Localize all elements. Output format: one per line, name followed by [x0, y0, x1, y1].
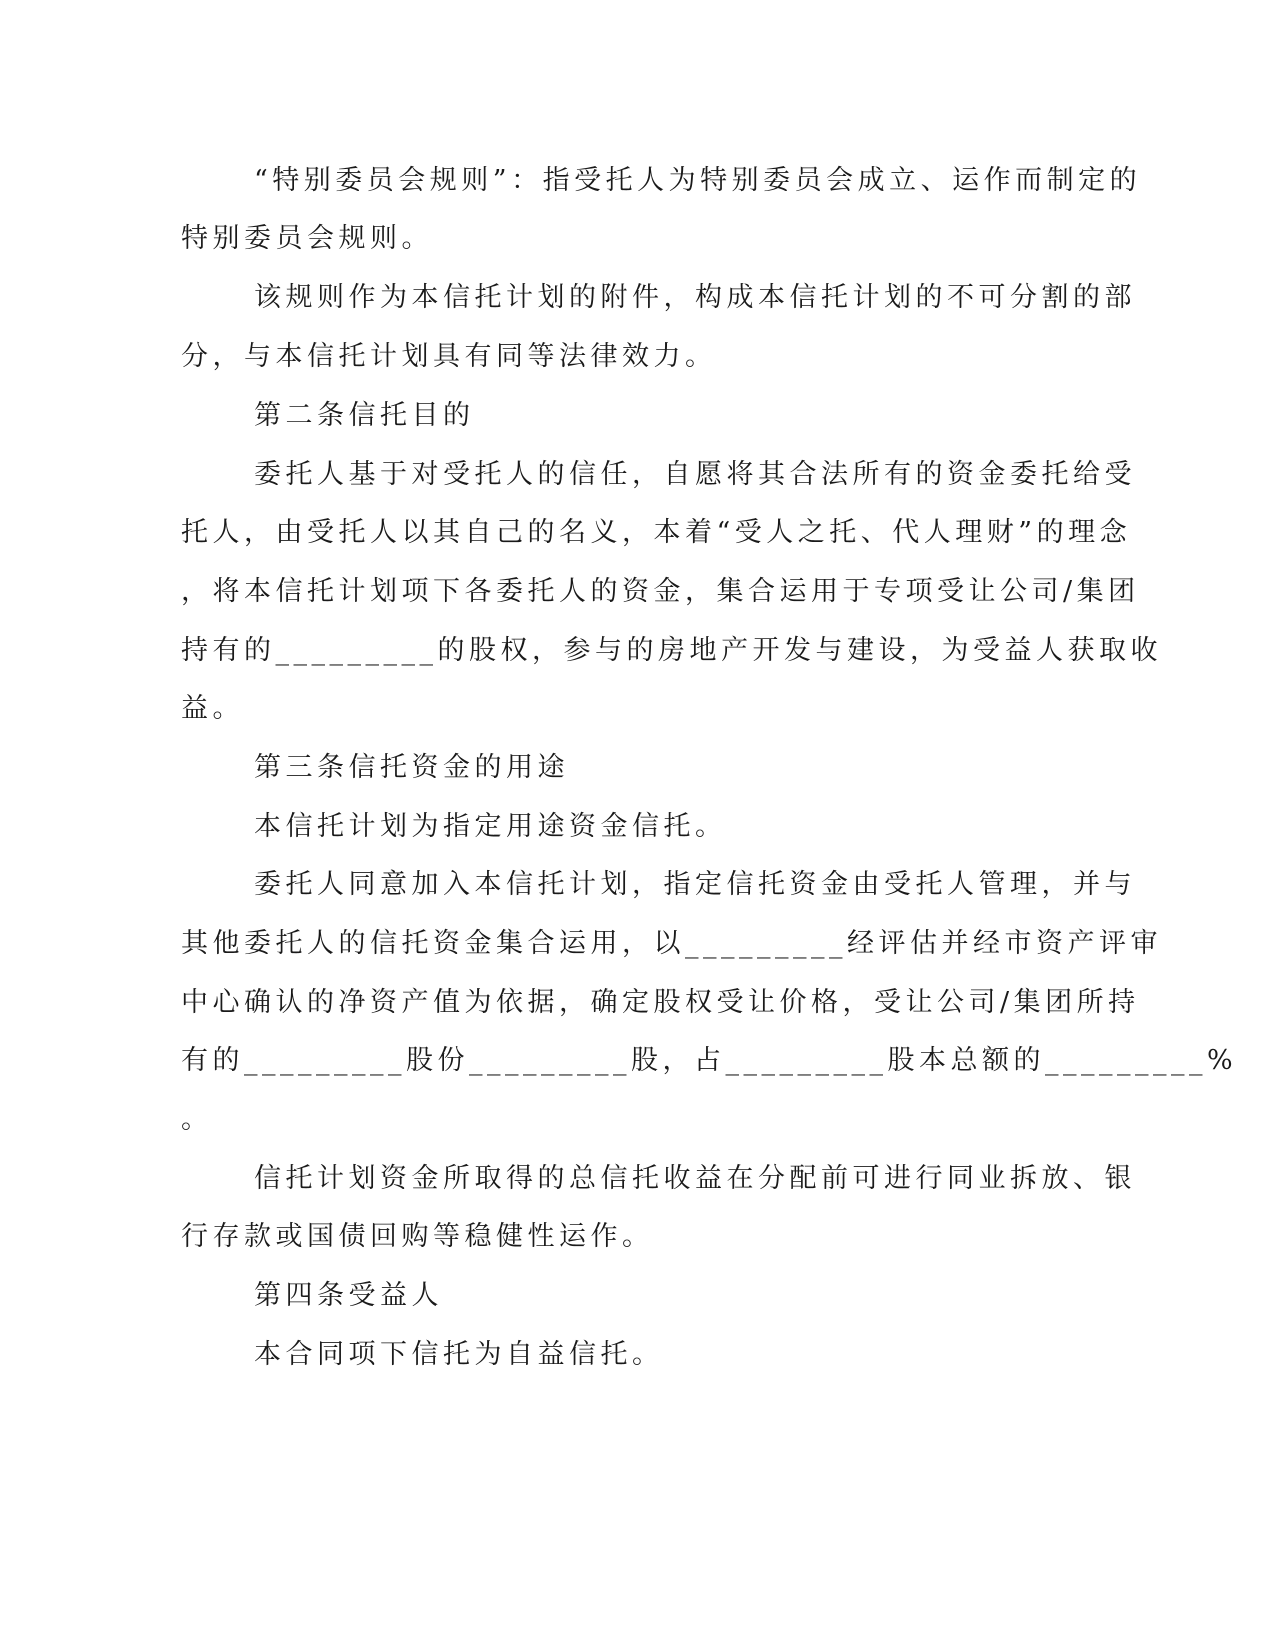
paragraph-line: 本合同项下信托为自益信托。 [254, 1339, 664, 1370]
paragraph-line: 行存款或国债回购等稳健性运作。 [181, 1221, 654, 1252]
paragraph-line: 持有的_________的股权，参与的房地产开发与建设，为受益人获取收 [181, 635, 1162, 666]
paragraph-line: 委托人同意加入本信托计划，指定信托资金由受托人管理，并与 [254, 869, 1136, 900]
paragraph-line: 本信托计划为指定用途资金信托。 [254, 811, 727, 842]
paragraph-line: 特别委员会规则。 [181, 223, 433, 254]
paragraph-line: 益。 [181, 693, 244, 724]
section-heading: 第三条信托资金的用途 [254, 752, 569, 783]
paragraph-line: 。 [181, 1104, 213, 1135]
paragraph-line: “特别委员会规则”：指受托人为特别委员会成立、运作而制定的 [254, 165, 1142, 196]
paragraph-line: 有的_________股份_________股，占_________股本总额的_________% [181, 1045, 1238, 1076]
paragraph-line: ，将本信托计划项下各委托人的资金，集合运用于专项受让公司/集团 [181, 576, 1140, 607]
paragraph-line: 其他委托人的信托资金集合运用，以_________经评估并经市资产评审 [181, 928, 1162, 959]
paragraph-line: 分，与本信托计划具有同等法律效力。 [181, 341, 717, 372]
paragraph-line: 委托人基于对受托人的信任，自愿将其合法所有的资金委托给受 [254, 459, 1136, 490]
section-heading: 第四条受益人 [254, 1280, 443, 1311]
paragraph-line: 信托计划资金所取得的总信托收益在分配前可进行同业拆放、银 [254, 1163, 1136, 1194]
section-heading: 第二条信托目的 [254, 400, 475, 431]
paragraph-line: 该规则作为本信托计划的附件，构成本信托计划的不可分割的部 [254, 282, 1136, 313]
paragraph-line: 中心确认的净资产值为依据，确定股权受让价格，受让公司/集团所持 [181, 987, 1140, 1018]
paragraph-line: 托人，由受托人以其自己的名义，本着“受人之托、代人理财”的理念 [181, 517, 1132, 548]
